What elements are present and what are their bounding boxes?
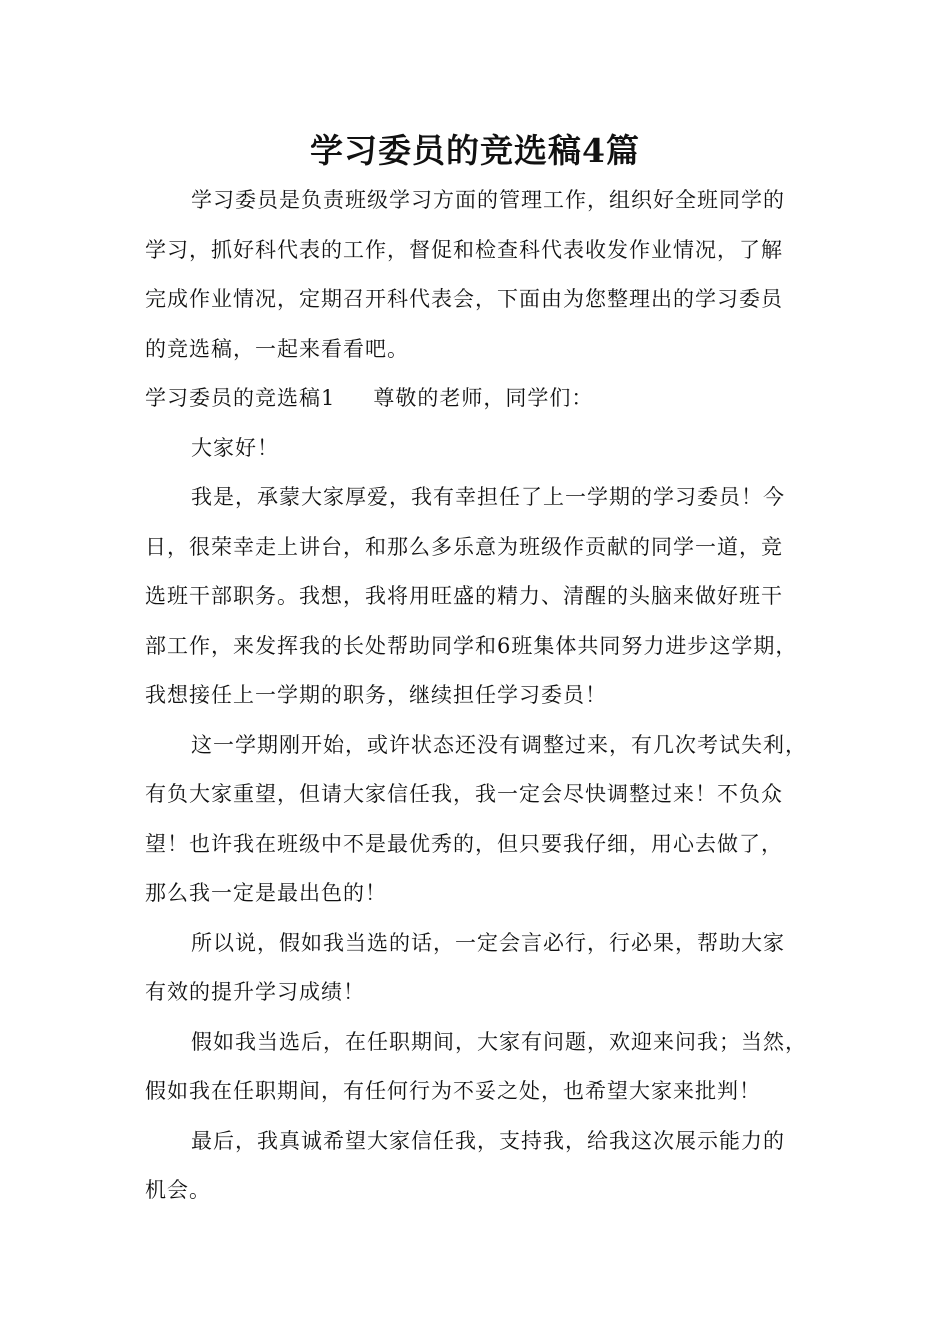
text-line [145,770,817,820]
text-line [145,671,817,721]
line-text: 那么我一定是最出色的！ [145,881,387,905]
line-text: 学习委员的竞选稿1 [145,386,336,410]
text-line [145,275,817,325]
text-line [145,1166,817,1216]
line-text: 学习，抓好科代表的工作，督促和检查科代表收发作业情况，了解 [145,237,783,262]
text-line [145,919,817,969]
text-line [145,424,817,474]
text-line [145,572,817,622]
line-text: 这一学期刚开始，或许状态还没有调整过来，有几次考试失利， [191,732,807,757]
line-text: 假如我在任职期间，有任何行为不妥之处，也希望大家来批判！ [145,1079,761,1103]
text-line [145,226,817,276]
line-text: 日，很荣幸走上讲台，和那么多乐意为班级作贡献的同学一道，竞 [145,534,783,559]
line-text: 部工作，来发挥我的长处帮助同学和6班集体共同努力进步这学期， [145,633,798,658]
text-line [145,1117,817,1167]
line-text: 有负大家重望，但请大家信任我，我一定会尽快调整过来！不负众 [145,782,783,806]
text-line [145,820,817,870]
line-text: 我是，承蒙大家厚爱，我有幸担任了上一学期的学习委员！今 [191,485,785,509]
text-line [145,869,817,919]
line-text: 望！也许我在班级中不是最优秀的，但只要我仔细，用心去做了， [145,831,783,856]
document-title: 学习委员的竞选稿4篇 [310,131,640,170]
text-line [145,523,817,573]
text-line [145,968,817,1018]
line-text: 的竞选稿，一起来看看吧。 [145,336,409,361]
line-text: 假如我当选后，在任职期间，大家有问题，欢迎来问我；当然， [191,1029,807,1054]
line-text: 大家好！ [191,435,279,460]
text-line [145,473,817,523]
line-text-secondary: 尊敬的老师，同学们： [373,386,594,410]
text-line [145,176,817,226]
text-line [145,325,817,375]
line-text: 完成作业情况，定期召开科代表会，下面由为您整理出的学习委员 [145,287,783,311]
line-text: 学习委员是负责班级学习方面的管理工作，组织好全班同学的 [191,188,785,212]
line-text: 最后，我真诚希望大家信任我，支持我，给我这次展示能力的 [191,1128,785,1153]
line-text: 我想接任上一学期的职务，继续担任学习委员！ [145,683,607,707]
text-line [145,721,817,771]
text-line [145,374,817,424]
line-text: 所以说，假如我当选的话，一定会言必行，行必果，帮助大家 [191,930,785,955]
text-line [145,1067,817,1117]
text-line [145,1018,817,1068]
line-text: 有效的提升学习成绩！ [145,980,365,1004]
line-text: 选班干部职务。我想，我将用旺盛的精力、清醒的头脑来做好班干 [145,584,783,608]
text-line [145,622,817,672]
line-text: 机会。 [145,1178,211,1202]
document-body [145,176,817,1216]
